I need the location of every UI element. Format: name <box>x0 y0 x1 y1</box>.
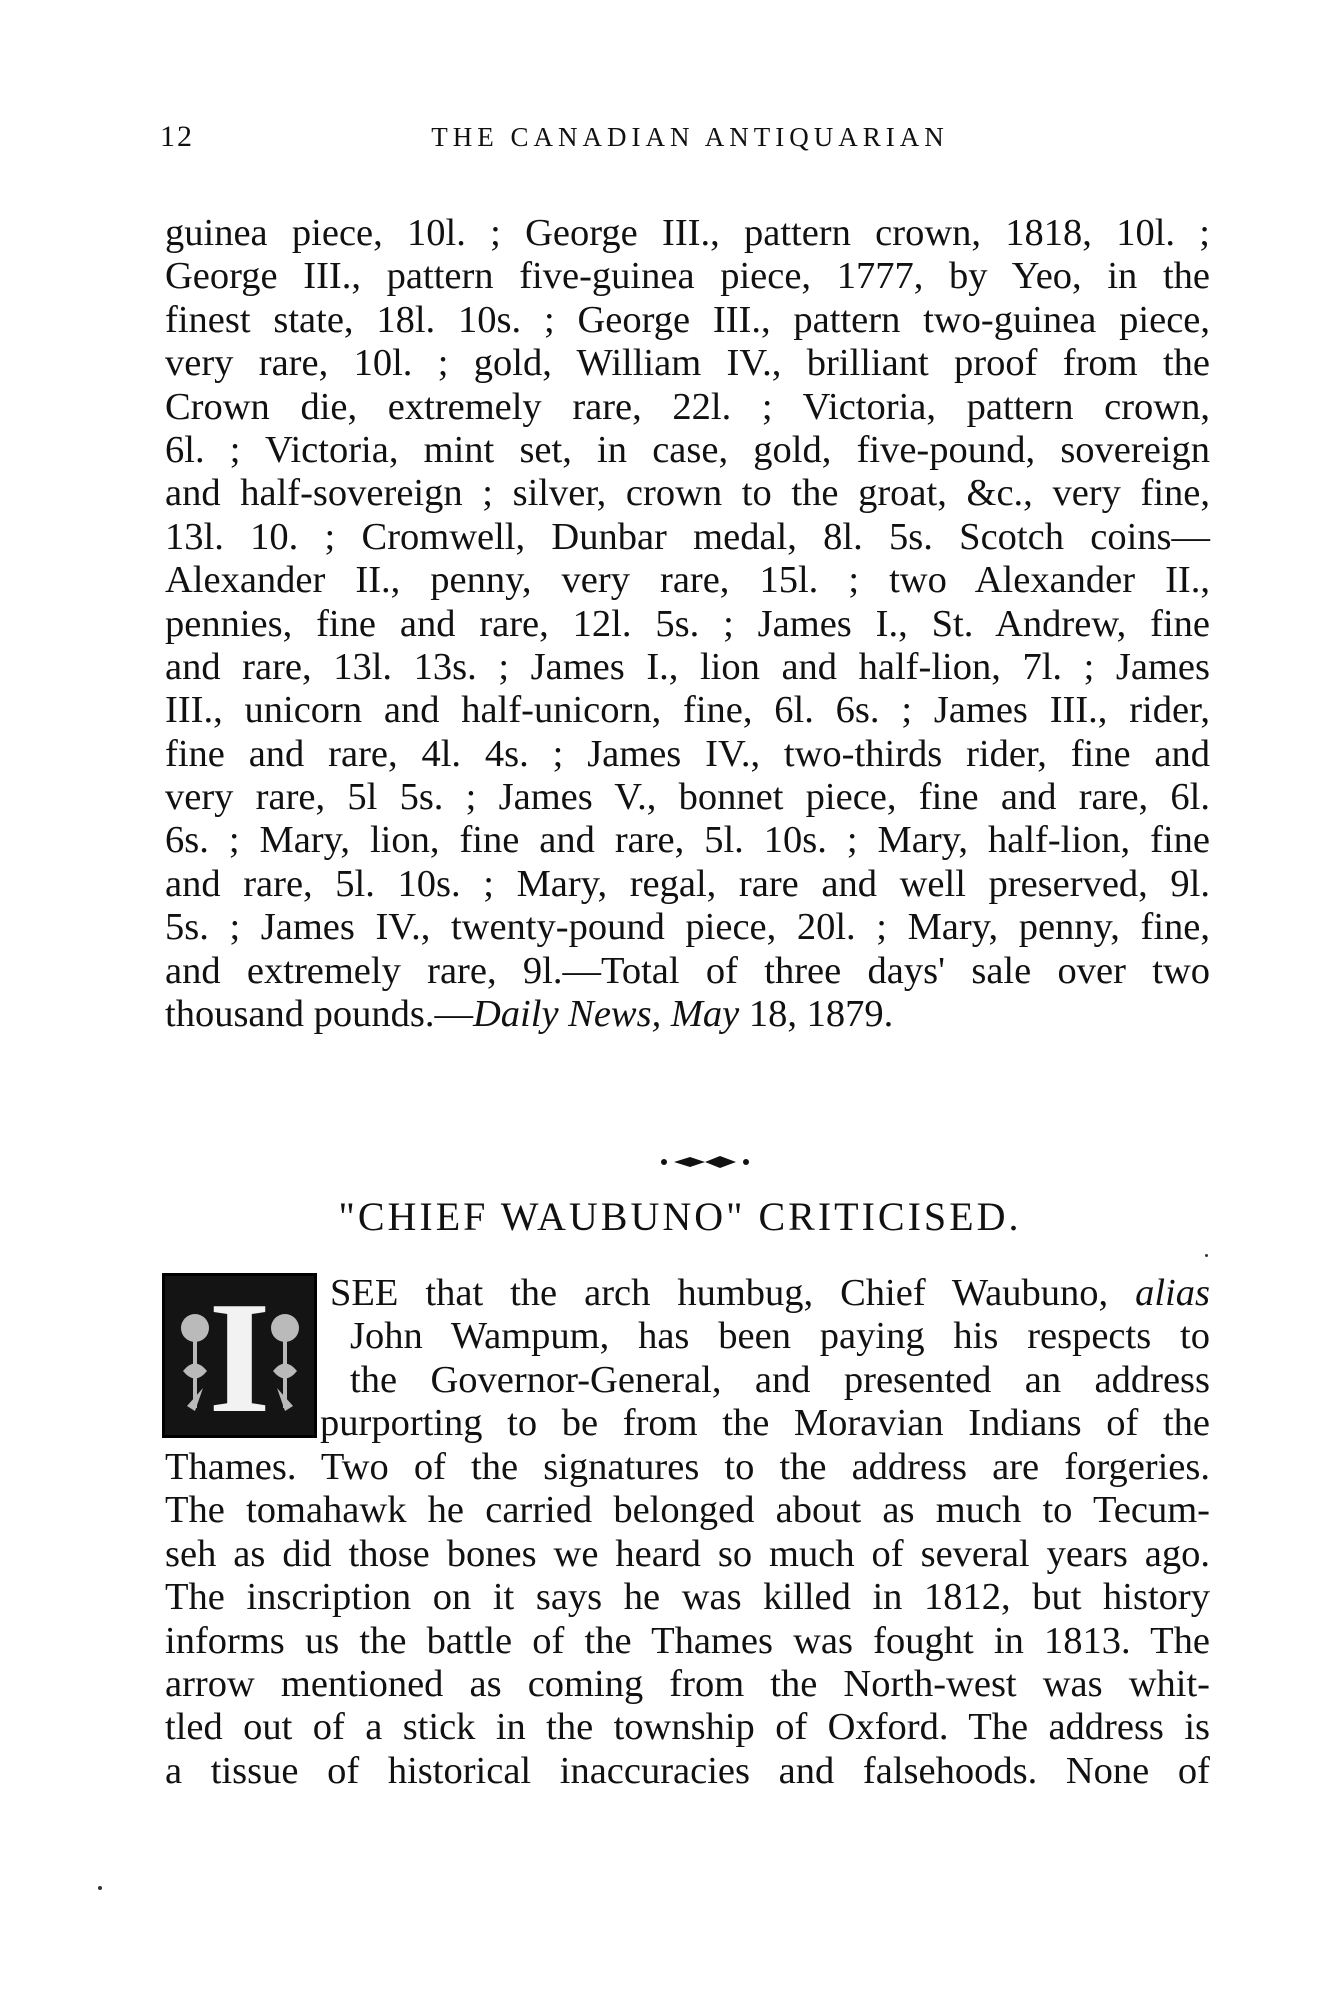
opening-text: SEE that the arch humbug, Chief Waubuno, <box>330 1272 1109 1314</box>
paragraph-line: George III., pattern five-guinea piece, 1777, by Yeo, in the <box>165 255 1210 298</box>
paragraph-line: 6s. ; Mary, lion, fine and rare, 5l. 10s. ; Mary, half-lion, fine <box>165 819 1210 862</box>
paragraph-line: arrow mentioned as coming from the North-west was whit- <box>165 1662 1210 1705</box>
paragraph-line: and rare, 5l. 10s. ; Mary, regal, rare and well preserved, 9l. <box>165 862 1210 905</box>
paragraph-line: finest state, 18l. 10s. ; George III., pattern two-guinea piece, <box>165 298 1210 341</box>
paper-speck <box>98 1886 102 1890</box>
paragraph-line: a tissue of historical inaccuracies and falsehoods. None of <box>165 1749 1210 1792</box>
paragraph-line: Alexander II., penny, very rare, 15l. ; two Alexander II., <box>165 559 1210 602</box>
drop-cap <box>162 1268 317 1446</box>
paragraph-line: 13l. 10. ; Cromwell, Dunbar medal, 8l. 5s. Scotch coins— <box>165 515 1210 558</box>
paragraph-line: III., unicorn and half-unicorn, fine, 6l. 6s. ; James III., rider, <box>165 689 1210 732</box>
paragraph-line: the Governor-General, and presented an address <box>350 1358 1210 1401</box>
paragraph-line: tled out of a stick in the township of Oxford. The address is <box>165 1706 1210 1749</box>
paragraph-line: pennies, fine and rare, 12l. 5s. ; James I., St. Andrew, fine <box>165 602 1210 645</box>
drop-cap-letter: I <box>208 1268 271 1446</box>
paragraph-line: very rare, 5l 5s. ; James V., bonnet piece, fine and rare, 6l. <box>165 776 1210 819</box>
paragraph-line: purporting to be from the Moravian Indians of the <box>320 1402 1210 1445</box>
diamond-ornament-icon <box>650 1152 760 1172</box>
page-header <box>160 120 1220 160</box>
paper-speck <box>1205 1254 1208 1257</box>
running-head: THE CANADIAN ANTIQUARIAN <box>431 122 949 152</box>
citation-date: 18, 1879. <box>748 993 894 1036</box>
paragraph-line: and half-sovereign ; silver, crown to the groat, &c., very fine, <box>165 472 1210 515</box>
citation-source: Daily News, May <box>473 993 740 1036</box>
paragraph-line: very rare, 10l. ; gold, William IV., brilliant proof from the <box>165 342 1210 385</box>
auction-paragraph <box>165 212 1210 1036</box>
closing-text: thousand pounds.— <box>165 993 473 1036</box>
paragraph-line: Thames. Two of the signatures to the address are forgeries. <box>165 1446 1210 1488</box>
paragraph-last-line <box>165 993 1210 1036</box>
paragraph-line: 5s. ; James IV., twenty-pound piece, 20l. ; Mary, penny, fine, <box>165 906 1210 949</box>
paragraph-line: and rare, 13l. 13s. ; James I., lion and half-lion, 7l. ; James <box>165 645 1210 688</box>
paragraph-line: The inscription on it says he was killed in 1812, but history <box>165 1576 1210 1619</box>
paragraph-line: fine and rare, 4l. 4s. ; James IV., two-thirds rider, fine and <box>165 732 1210 775</box>
paragraph-line: and extremely rare, 9l.—Total of three days' sale over two <box>165 949 1210 992</box>
section-ornament <box>650 1152 760 1172</box>
criticism-paragraph <box>165 1446 1210 1793</box>
paragraph-line: John Wampum, has been paying his respects to <box>350 1315 1210 1358</box>
paragraph-line: Crown die, extremely rare, 22l. ; Victoria, pattern crown, <box>165 385 1210 428</box>
alias-word: alias <box>1135 1272 1210 1314</box>
paragraph-line <box>330 1272 1210 1315</box>
drop-cap-lines <box>320 1272 1210 1446</box>
paragraph-line: seh as did those bones we heard so much of several years ago. <box>165 1532 1210 1575</box>
paragraph-line: 6l. ; Victoria, mint set, in case, gold, five-pound, sovereign <box>165 428 1210 471</box>
paragraph-line: informs us the battle of the Thames was fought in 1813. The <box>165 1619 1210 1662</box>
section-title: "CHIEF WAUBUNO" CRITICISED. <box>338 1194 1022 1239</box>
paragraph-line: The tomahawk he carried belonged about as much to Tecum- <box>165 1489 1210 1532</box>
paragraph-line: guinea piece, 10l. ; George III., pattern crown, 1818, 10l. ; <box>165 212 1210 254</box>
page-number: 12 <box>160 120 194 153</box>
